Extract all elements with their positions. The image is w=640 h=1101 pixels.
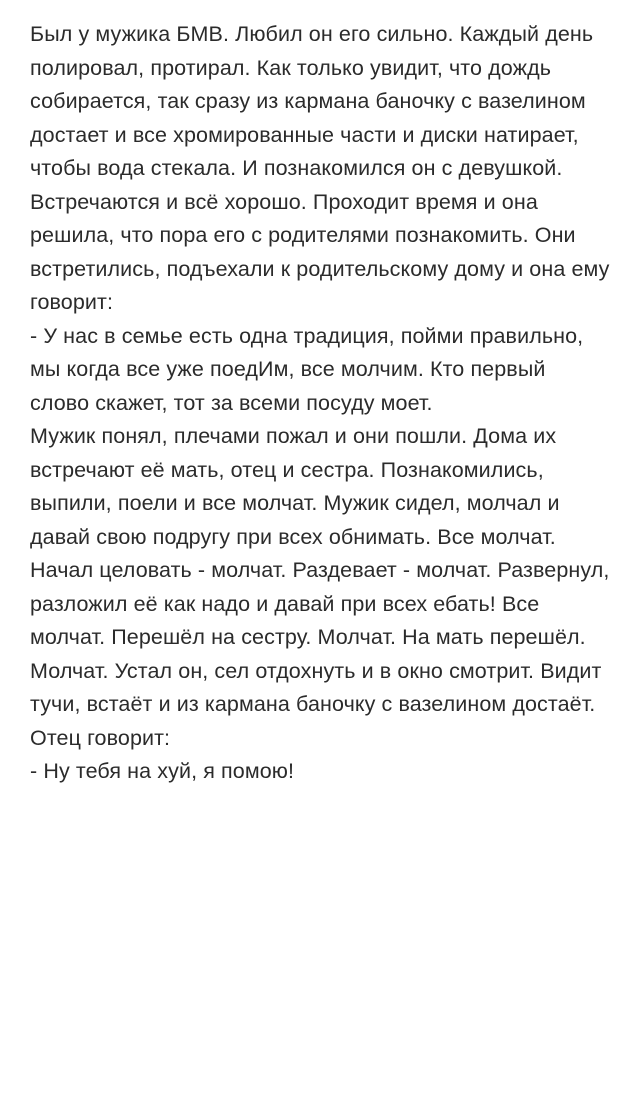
story-paragraph-4: - Ну тебя на хуй, я помою! [30, 759, 295, 783]
story-paragraph-3: Мужик понял, плечами пожал и они пошли. Дома их встречают её мать, отец и сестра. Познакомились, выпили, поели и все молчат. Мужик сидел, молчал и давай свою подругу при всех обнимать. Все молчат. Начал целовать - молчат. Раздевает - молчат. Развернул, разложил её как надо и давай при всех ебать! Все молчат. Перешёл на сестру. Молчат. На мать перешёл. Молчат. Устал он, сел отдохнуть и в окно смотрит. Видит тучи, встаёт и из кармана баночку с вазелином достаёт. Отец говорит: [30, 424, 616, 750]
story-text [30, 18, 616, 789]
story-paragraph-1: Был у мужика БМВ. Любил он его сильно. Каждый день полировал, протирал. Как только увидит, что дождь собирается, так сразу из кармана баночку с вазелином достает и все хромированные части и диски натирает, чтобы вода стекала. И познакомился он с девушкой. Встречаются и всё хорошо. Проходит время и она решила, что пора его с родителями познакомить. Они встретились, подъехали к родительскому дому и она ему говорит: [30, 22, 616, 314]
story-paragraph-2: - У нас в семье есть одна традиция, пойми правильно, мы когда все уже поедИм, все молчим. Кто первый слово скажет, тот за всеми посуду моет. [30, 323, 590, 415]
